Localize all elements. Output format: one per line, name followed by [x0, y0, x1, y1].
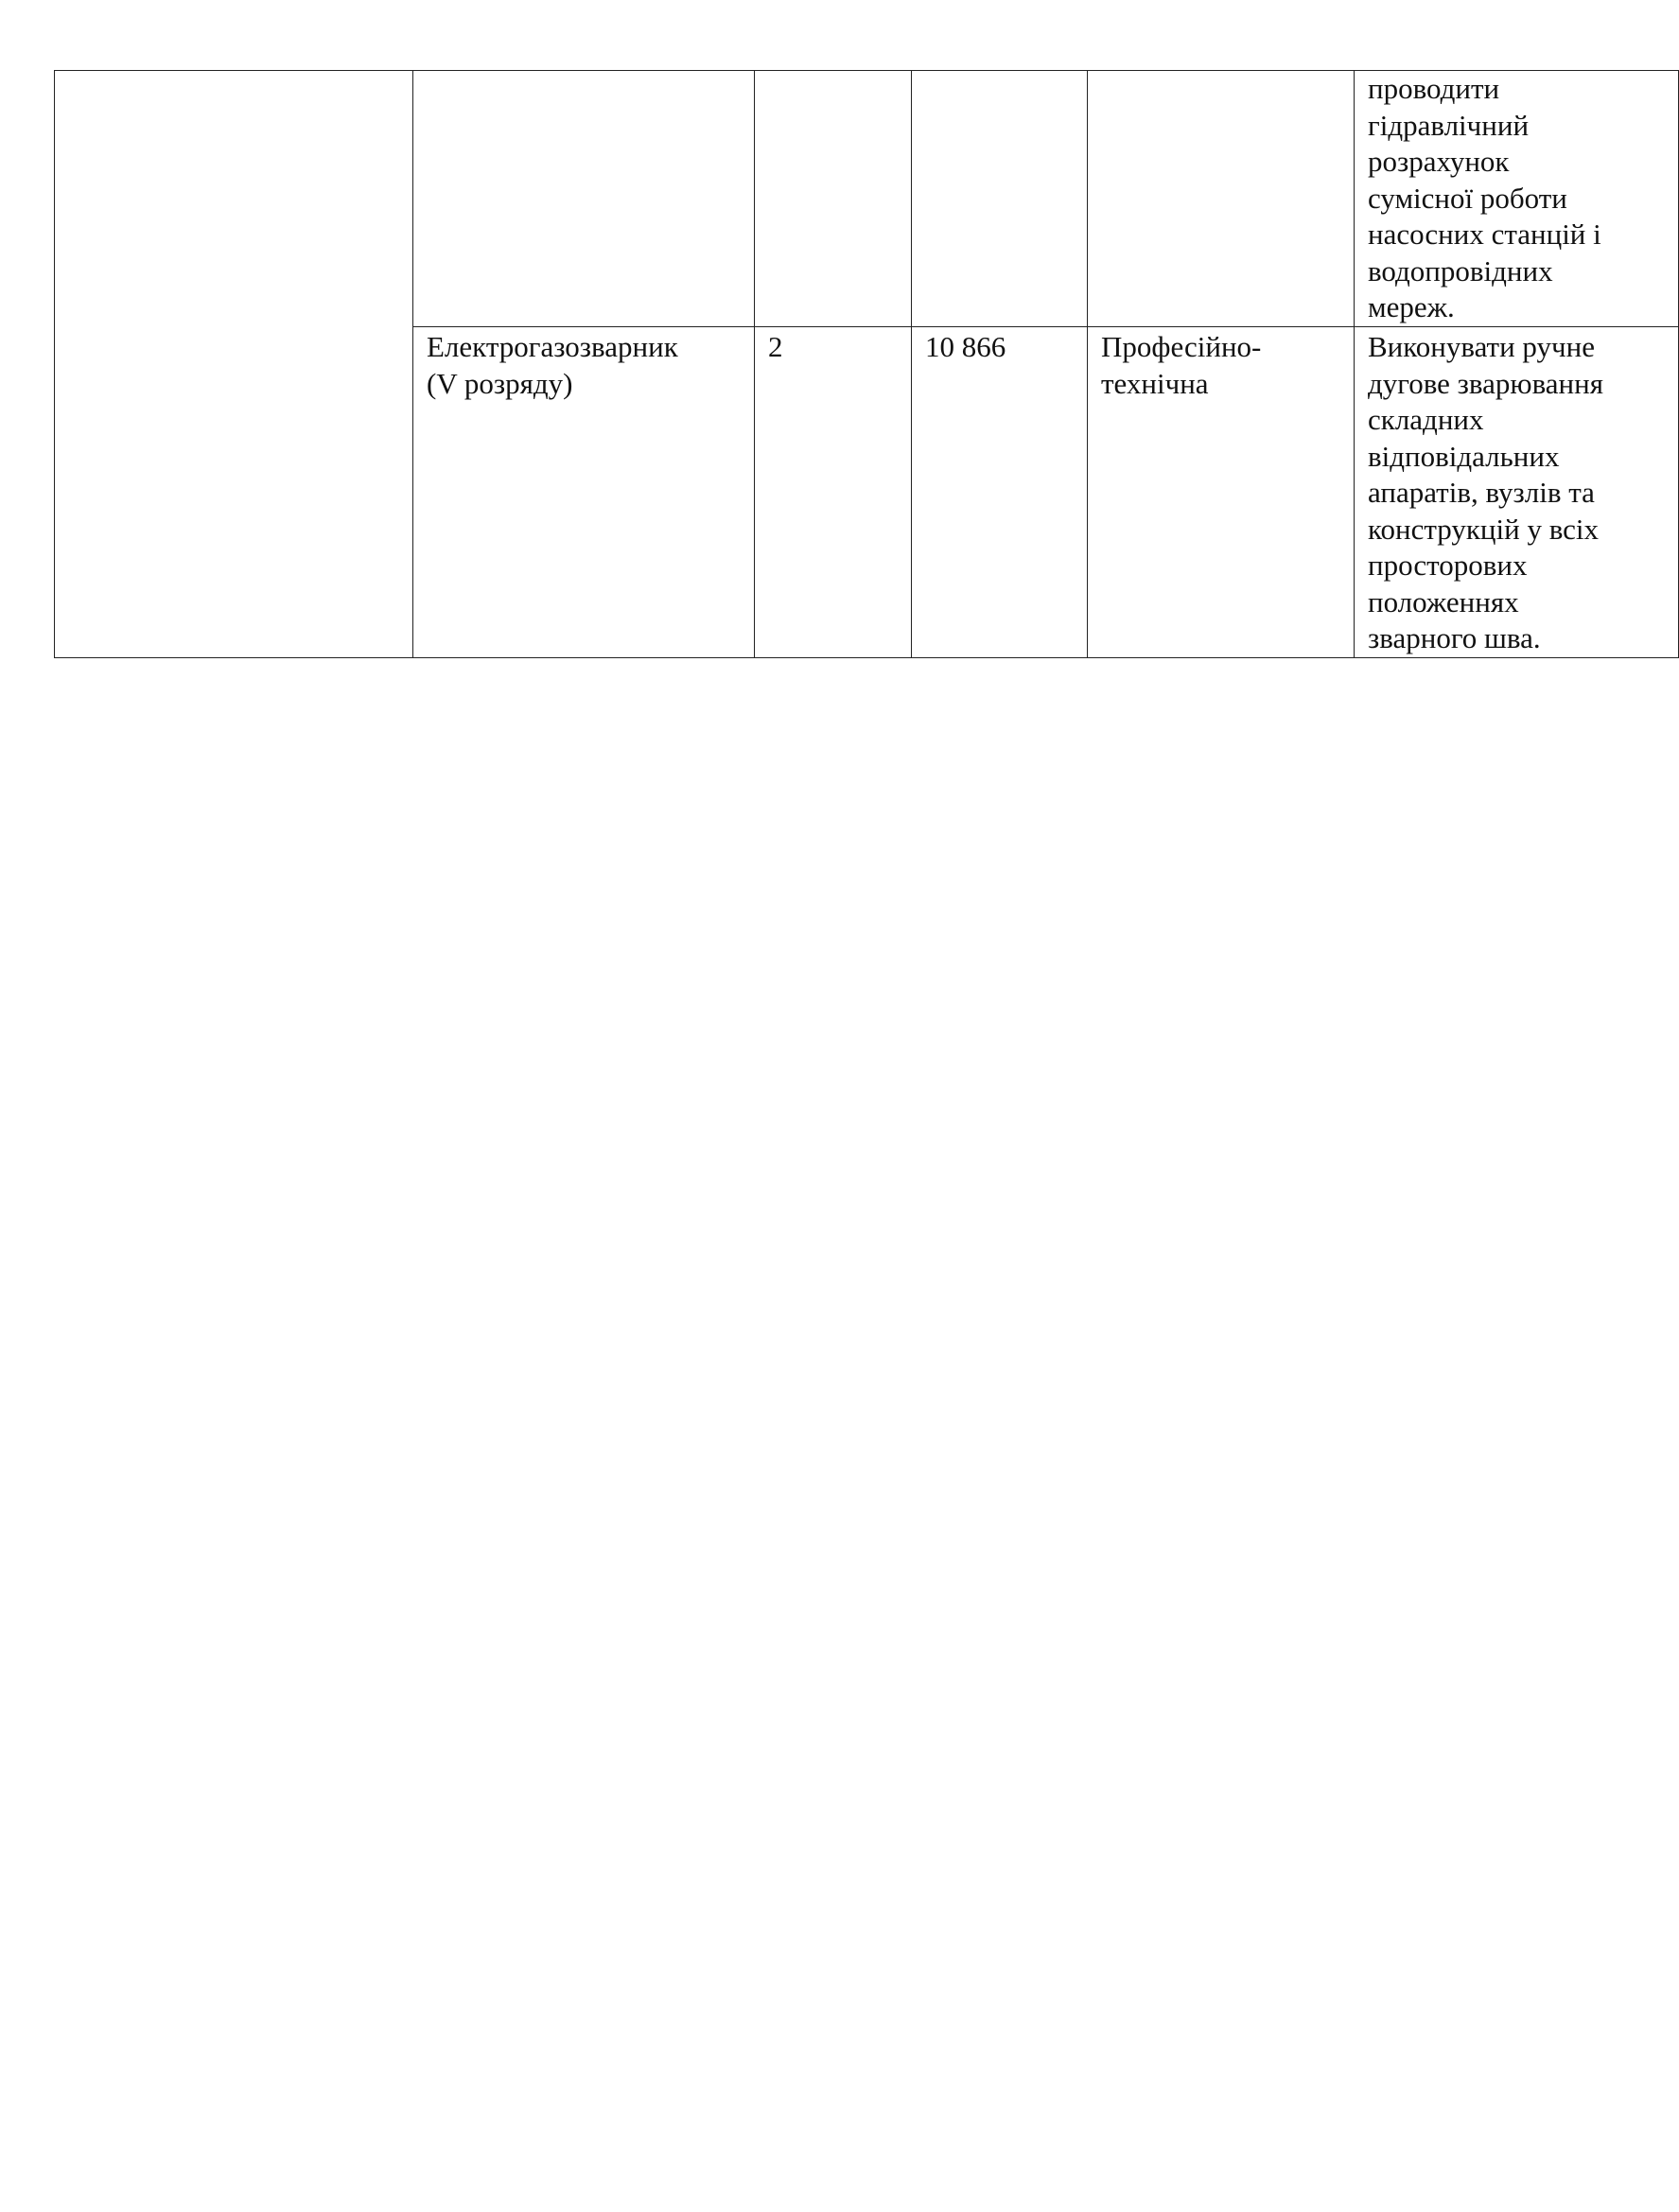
salary-cell	[912, 71, 1088, 327]
education-cell	[1088, 71, 1355, 327]
salary-cell	[912, 327, 1088, 658]
table-row	[55, 71, 1679, 327]
education-text: Професійно- технічна	[1101, 330, 1262, 400]
quantity-text: 2	[768, 330, 783, 363]
profession-text: Електрогазозварник (V розряду)	[427, 330, 678, 400]
quantity-cell	[755, 71, 912, 327]
salary-text: 10 866	[925, 330, 1006, 363]
profession-cell	[413, 71, 755, 327]
vacancy-table	[54, 70, 1679, 658]
requirements-text: проводити гідравлічний розрахунок сумісної роботи насосних станцій і водопровідних мереж.	[1368, 72, 1601, 323]
requirements-text: Виконувати ручне дугове зварювання складних відповідальних апаратів, вузлів та конструкцій у всіх просторових положеннях зварного шва.	[1368, 330, 1603, 654]
requirements-cell	[1355, 71, 1679, 327]
profession-cell	[413, 327, 755, 658]
requirements-cell	[1355, 327, 1679, 658]
education-cell	[1088, 327, 1355, 658]
employer-cell	[55, 71, 413, 658]
quantity-cell	[755, 327, 912, 658]
